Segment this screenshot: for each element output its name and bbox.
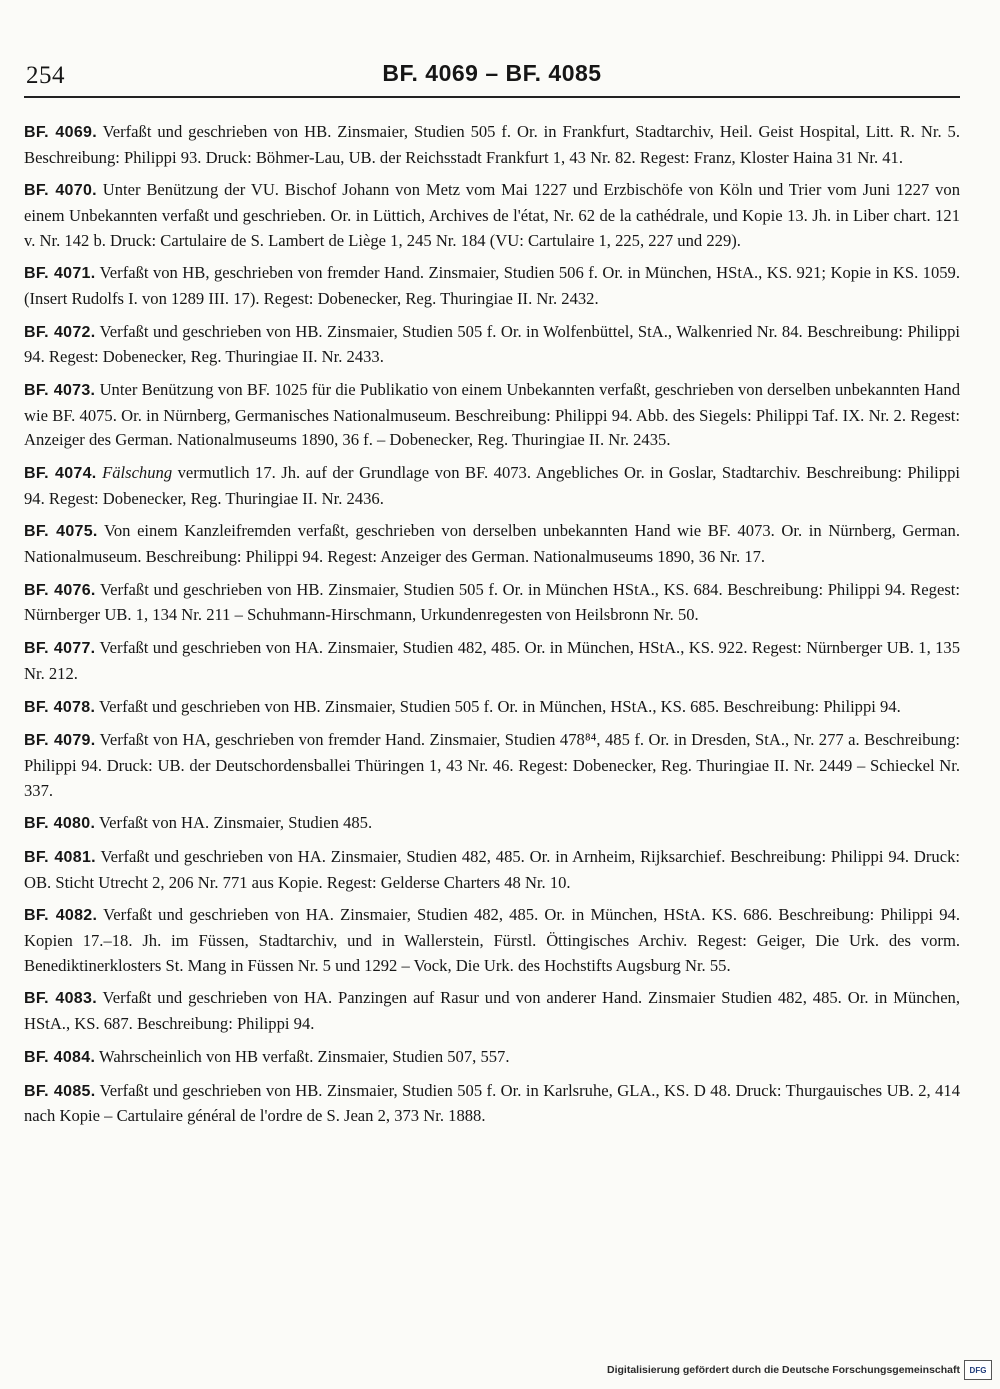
- entry-text: Verfaßt und geschrieben von HB. Zinsmaier, Studien 505 f. Or. in München, HStA., KS. 685. Beschreibung: Philippi 94.: [95, 696, 901, 716]
- entry-text: Verfaßt und geschrieben von HA. Zinsmaier, Studien 482, 485. Or. in Arnheim, Rijksarchief. Beschreibung: Philippi 94. Druck: OB. Sticht Utrecht 2, 206 Nr. 771 aus Kopie. Regest: Gelderse Charters 48 Nr. 10.: [24, 847, 960, 892]
- entry-bf-4071: [24, 261, 960, 311]
- entry-bf-4073: [24, 378, 960, 453]
- entry-bf-4084: [24, 1045, 960, 1071]
- entry-bf-4085: [24, 1079, 960, 1129]
- entry-bf-4079: [24, 728, 960, 803]
- entry-bf-4080: [24, 811, 960, 837]
- entry-bf-4077: [24, 636, 960, 686]
- entry-bf-4074: [24, 461, 960, 511]
- entry-id: BF. 4084.: [24, 1048, 96, 1066]
- entry-id: BF. 4074.: [24, 465, 97, 483]
- funding-credit: Digitalisierung gefördert durch die Deutsche Forschungsgemeinschaft: [607, 1364, 960, 1376]
- entry-text: Wahrscheinlich von HB verfaßt. Zinsmaier, Studien 507, 557.: [95, 1046, 510, 1066]
- entry-text: Verfaßt und geschrieben von HA. Zinsmaier, Studien 482, 485. Or. in München, HStA., KS. 922. Regest: Nürnberger UB. 1, 135 Nr. 212.: [24, 638, 961, 683]
- entry-id: BF. 4069.: [24, 124, 97, 141]
- entry-id: BF. 4085.: [24, 1082, 96, 1100]
- entry-bf-4072: [24, 320, 960, 370]
- entry-bf-4083: [24, 986, 960, 1036]
- page-number: 254: [26, 62, 65, 89]
- entry-id: BF. 4070.: [24, 182, 97, 200]
- entry-id: BF. 4073.: [24, 382, 96, 400]
- entry-id: BF. 4072.: [24, 323, 96, 341]
- entry-text: Verfaßt von HB, geschrieben von fremder Hand. Zinsmaier, Studien 506 f. Or. in München, HStA., KS. 921; Kopie in KS. 1059. (Insert Rudolfs I. von 1289 III. 17). Regest: Dobenecker, Reg. Thuringiae II. Nr. 2432.: [24, 263, 961, 308]
- entry-bf-4076: [24, 578, 960, 628]
- dfg-logo-icon: DFG: [964, 1360, 992, 1380]
- entry-text: Verfaßt und geschrieben von HB. Zinsmaier, Studien 505 f. Or. in München HStA., KS. 684. Beschreibung: Philippi 94. Regest: Nürnberger UB. 1, 134 Nr. 211 – Schuhmann-Hirschmann, Urkundenregesten von Heilsbronn Nr. 50.: [24, 579, 961, 625]
- entry-bf-4070: [24, 178, 960, 253]
- entry-text: Verfaßt von HA, geschrieben von fremder Hand. Zinsmaier, Studien 478⁸⁴, 485 f. Or. in Dresden, StA., Nr. 277 a. Beschreibung: Philippi 94. Druck: UB. der Deutschordensballei Thüringen 1, 43 Nr. 46. Regest: Dobenecker, Reg. Thuringiae II. Nr. 2449 – Schieckel Nr. 337.: [24, 730, 960, 800]
- entry-text: Verfaßt und geschrieben von HB. Zinsmaier, Studien 505 f. Or. in Frankfurt, Stadtarchiv, Heil. Geist Hospital, Litt. R. Nr. 5. Beschreibung: Philippi 93. Druck: Böhmer-Lau, UB. der Reichsstadt Frankfurt 1, 43 Nr. 82. Regest: Franz, Kloster Haina 31 Nr. 41.: [24, 122, 960, 167]
- entry-id: BF. 4077.: [24, 640, 96, 658]
- entry-id: BF. 4082.: [24, 907, 98, 925]
- entry-text: Verfaßt und geschrieben von HB. Zinsmaier, Studien 505 f. Or. in Wolfenbüttel, StA., Walkenried Nr. 84. Beschreibung: Philippi 94. Regest: Dobenecker, Reg. Thuringiae II. Nr. 2433.: [24, 321, 961, 367]
- entry-text: Unter Benützung von BF. 1025 für die Publikatio von einem Unbekannten verfaßt, geschrieben von derselben unbekannten Hand wie BF. 4075. Or. in Nürnberg, Germanisches Nationalmuseum. Beschreibung: Philippi 94. Abb. des Siegels: Philippi Taf. IX. Nr. 2. Regest: Anzeiger des German. Nationalmuseums 1890, 36 f. – Dobenecker, Reg. Thuringiae II. Nr. 2435.: [24, 380, 961, 450]
- entry-id: BF. 4076.: [24, 581, 96, 599]
- entry-text: Verfaßt und geschrieben von HA. Zinsmaier, Studien 482, 485. Or. in München, HStA. KS. 686. Beschreibung: Philippi 94. Kopien 17.–18. Jh. im Füssen, Stadtarchiv, und in Wallerstein, Fürstl. Öttingisches Archiv. Regest: Geiger, Die Urk. des vorm. Benediktinerklosters St. Mang in Füssen Nr. 5 und 1292 – Vock, Die Urk. des Hochstifts Augsburg Nr. 55.: [24, 905, 960, 975]
- entry-id: BF. 4078.: [24, 698, 96, 716]
- entry-text: Verfaßt von HA. Zinsmaier, Studien 485.: [95, 813, 373, 833]
- entry-text: Unter Benützung der VU. Bischof Johann von Metz vom Mai 1227 und Erzbischöfe von Köln und Trier vom Juni 1227 von einem Unbekannten verfaßt und geschrieben. Or. in Lüttich, Archives de l'état, Nr. 62 de la cathédrale, und Kopie 13. Jh. in Liber chart. 121 v. Nr. 142 b. Druck: Cartulaire de S. Lambert de Liège 1, 245 Nr. 184 (VU: Cartulaire 1, 225, 227 und 229).: [24, 180, 961, 250]
- entry-bf-4082: [24, 903, 960, 978]
- entry-text: Von einem Kanzleifremden verfaßt, geschrieben von derselben unbekannten Hand wie BF. 4073. Or. in Nürnberg, German. Nationalmuseum. Beschreibung: Philippi 94. Regest: Anzeiger des German. Nationalmuseums 1890, 36 Nr. 17.: [24, 521, 960, 567]
- entry-bf-4069: [24, 120, 960, 170]
- entry-italic-term: Fälschung: [102, 463, 173, 483]
- digitization-footer: [607, 1359, 992, 1381]
- entry-bf-4081: [24, 845, 960, 895]
- running-title: BF. 4069 – BF. 4085: [382, 60, 602, 86]
- entry-list: [24, 120, 960, 1137]
- page-header: [24, 60, 960, 98]
- entry-id: BF. 4083.: [24, 990, 97, 1008]
- entry-bf-4075: [24, 519, 960, 569]
- entry-text: Verfaßt und geschrieben von HA. Panzingen auf Rasur und von anderer Hand. Zinsmaier Studien 482, 485. Or. in München, HStA., KS. 687. Beschreibung: Philippi 94.: [24, 988, 961, 1034]
- entry-id: BF. 4081.: [24, 849, 96, 867]
- entry-id: BF. 4080.: [24, 815, 96, 833]
- entry-id: BF. 4075.: [24, 523, 98, 541]
- entry-text: vermutlich 17. Jh. auf der Grundlage von BF. 4073. Angebliches Or. in Goslar, Stadtarchiv. Beschreibung: Philippi 94. Regest: Dobenecker, Reg. Thuringiae II. Nr. 2436.: [24, 463, 960, 508]
- entry-text: Verfaßt und geschrieben von HB. Zinsmaier, Studien 505 f. Or. in Karlsruhe, GLA., KS. D 48. Druck: Thurgauisches UB. 2, 414 nach Kopie – Cartulaire général de l'ordre de S. Jean 2, 373 Nr. 1888.: [24, 1080, 960, 1126]
- entry-bf-4078: [24, 695, 960, 721]
- entry-id: BF. 4071.: [24, 265, 96, 283]
- entry-id: BF. 4079.: [24, 732, 96, 750]
